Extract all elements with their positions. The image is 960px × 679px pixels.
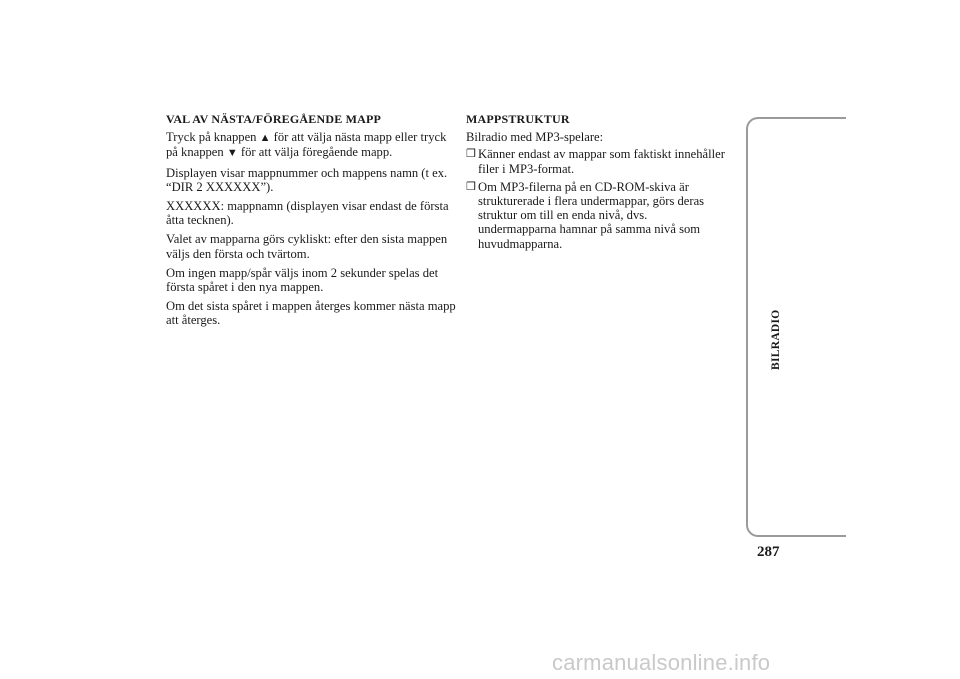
side-tab-text: BILRADIO: [770, 309, 782, 370]
section-heading-folder-structure: MAPPSTRUKTUR: [466, 112, 570, 126]
checkbox-bullet-icon: ❒: [466, 148, 476, 161]
paragraph-timeout: Om ingen mapp/spår väljs inom 2 sekunder spelas det första spåret i den nya mappen.: [166, 265, 439, 295]
watermark: carmanualsonline.info: [552, 650, 771, 675]
paragraph-buttons: [166, 130, 456, 160]
side-tab-label: [766, 309, 782, 372]
list-item: [466, 147, 728, 175]
list-item-text: Om MP3-filerna på en CD-ROM-skiva är strukturerade i flera undermappar, görs deras struktur om till en enda nivå, dvs. undermapparna hamnar på samma nivå som huvudmapparna.: [478, 179, 705, 251]
arrow-up-icon: ▲: [259, 132, 271, 145]
page-number: 287: [757, 544, 780, 560]
paragraph-intro: Bilradio med MP3-spelare:: [466, 130, 604, 145]
list-item: [466, 180, 728, 251]
paragraph-display: Displayen visar mappnummer och mappens namn (t ex. “DIR 2 XXXXXX”).: [166, 165, 448, 194]
bullet-list: [466, 147, 728, 250]
section-heading-folder-select: VAL AV NÄSTA/FÖREGÅENDE MAPP: [166, 112, 382, 126]
paragraph-last-track: Om det sista spåret i mappen återges kommer nästa mapp att återges.: [166, 299, 456, 328]
left-column: [166, 112, 456, 333]
text-segment: för att välja föregående mapp.: [237, 145, 393, 160]
side-tab-frame: [746, 117, 846, 537]
arrow-down-icon: ▼: [226, 147, 238, 160]
paragraph-folder-name: XXXXXX: mappnamn (displayen visar endast de första åtta tecknen).: [166, 199, 449, 228]
checkbox-bullet-icon: ❒: [466, 180, 476, 193]
right-column: [466, 112, 728, 255]
list-item-text: Känner endast av mappar som faktiskt innehåller filer i MP3-format.: [478, 147, 725, 176]
paragraph-cyclic: Valet av mapparna görs cykliskt: efter den sista mappen väljs den första och tvärtom.: [166, 232, 448, 261]
text-segment: Tryck på knappen: [166, 130, 260, 145]
text-segment: för att välja nästa mapp eller tryck på knappen: [166, 130, 447, 160]
